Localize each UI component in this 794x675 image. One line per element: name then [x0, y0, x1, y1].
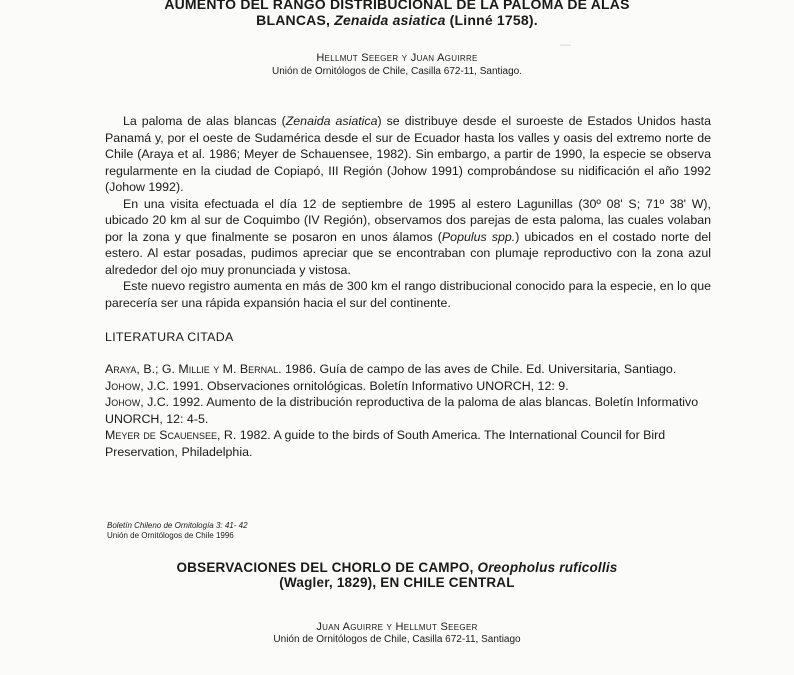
article-authors: Hellmut Seeger y Juan Aguirre [316, 52, 478, 64]
journal-line: Boletín Chileno de Ornitología 3: 41- 42 [107, 521, 248, 530]
article-2-affiliation: Unión de Ornitólogos de Chile, Casilla 672-11, Santiago [273, 634, 521, 645]
article-2-title [100, 560, 694, 590]
article-title [100, 0, 694, 28]
references-heading: LITERATURA CITADA [105, 330, 234, 344]
reference-item: Johow, J.C. 1991. Observaciones ornitológicas. Boletín Informativo UNORCH, 12: 9. [105, 378, 569, 393]
article-2-title-line-2: (Wagler, 1829), EN CHILE CENTRAL [279, 575, 515, 590]
reference-item: Araya, B.; G. Millie y M. Bernal. 1986. Guía de campo de las aves de Chile. Ed. Universitaria, Santiago. [105, 362, 677, 376]
article-body [105, 113, 711, 311]
article-title-line-1: AUMENTO DEL RANGO DISTRIBUCIONAL DE LA PALOMA DE ALAS [164, 0, 630, 12]
journal-citation [107, 521, 248, 541]
publisher-line: Unión de Ornitólogos de Chile 1996 [107, 531, 234, 540]
paragraph-1: La paloma de alas blancas (Zenaida asiatica) se distribuye desde el suroeste de Estados Unidos hasta Panamá y, por el oeste de Sudamérica desde el sur de Ecuador hasta los valles y oasis del extremo norte de Chile (Araya et al. 1986; Meyer de Schauensee, 1982). Sin embargo, a partir de 1990, la especie se observa regularmente en la ciudad de Copiapó, III Región (Johow 1991) comprobándose su nidificación el año 1992 (Johow 1992). [105, 114, 711, 194]
paragraph-2: En una visita efectuada el día 12 de septiembre de 1995 al estero Lagunillas (30º 08' S; 71º 38' W), ubicado 20 km al sur de Coquimbo (IV Región), observamos dos parejas de esta paloma, las cuales volaban por la zona y que finalmente se posaron en unos álamos (Populus spp.) ubicados en el costado norte del estero. Al estar posadas, pudimos apreciar que se encontraban con plumaje reproductivo con la zona azul alrededor del ojo muy pronunciada y vistosa. [105, 196, 712, 277]
bleed-through-text: — [560, 39, 571, 51]
references-list [105, 361, 711, 460]
article-title-line-2: BLANCAS, Zenaida asiatica (Linné 1758). [256, 12, 538, 28]
reference-item: Johow, J.C. 1992. Aumento de la distribución reproductiva de la paloma de alas blancas. Boletín Informativo UNORCH, 12: 4-5. [105, 395, 699, 426]
reference-item: Meyer de Scauensee, R. 1982. A guide to the birds of South America. The International Council for Bird Preservation, Philadelphia. [105, 428, 666, 459]
article-2-title-line-1: OBSERVACIONES DEL CHORLO DE CAMPO, Oreopholus ruficollis [176, 560, 618, 575]
paragraph-3: Este nuevo registro aumenta en más de 300 km el rango distribucional conocido para la especie, en lo que parecería ser una rápida expansión hacia el sur del continente. [105, 279, 711, 310]
article-2-authors: Juan Aguirre y Hellmut Seeger [316, 621, 478, 633]
article-affiliation: Unión de Ornitólogos de Chile, Casilla 672-11, Santiago. [272, 66, 522, 77]
species-name: Zenaida asiatica [334, 12, 446, 28]
